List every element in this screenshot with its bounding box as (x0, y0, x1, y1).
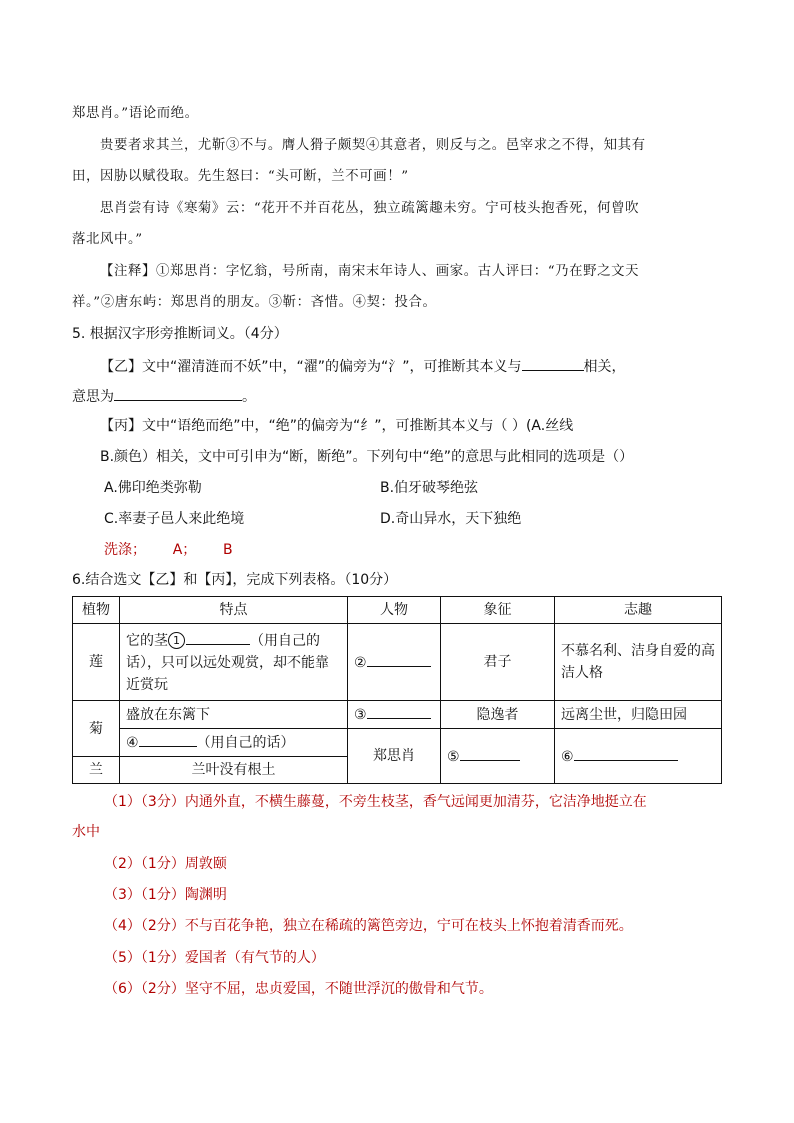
cell-text: ⑤ (447, 748, 460, 765)
table-header: 特点 (120, 597, 348, 624)
interest-cell: 不慕名利、洁身自爱的高洁人格 (555, 624, 722, 701)
answer-line: 水中 (72, 824, 100, 840)
cell-text: ③ (354, 707, 367, 723)
trait-cell (120, 729, 348, 757)
cell-text: ⑥ (561, 748, 574, 765)
q5-text: 【乙】文中“濯清涟而不妖”中，“濯”的偏旁为“氵”，可推断其本义与 (100, 359, 522, 375)
q5-text: 。 (242, 389, 256, 405)
q5-title: 5. 根据汉字形旁推断词义。（4分） (72, 326, 288, 342)
q5-line: 【丙】文中“语绝而绝”中，“绝”的偏旁为“纟”，可推断其本义与（ ）(A.丝线 (100, 418, 574, 434)
q5-line: B.颜色）相关，文中可引申为“断，断绝”。下列句中“绝”的意思与此相同的选项是（） (100, 449, 634, 465)
q5-text: 相关， (583, 359, 626, 375)
passage-line: 落北风中。” (72, 232, 143, 247)
answer-line: （1）（3分）内通外直，不横生藤蔓，不旁生枝茎，香气远闻更加清芬，它洁净地挺立在 (104, 794, 647, 810)
cell-text: 它的茎 (126, 632, 168, 649)
interest-cell: 远离尘世，归隐田园 (555, 701, 722, 729)
symbol-cell (441, 729, 555, 784)
person-cell: 郑思肖 (348, 729, 441, 784)
answer-blank[interactable] (186, 629, 250, 645)
q6-table (72, 596, 722, 784)
plant-cell: 菊 (73, 701, 120, 757)
circled-number: 1 (168, 632, 185, 649)
annotation-line: 【注释】①郑思肖：字忆翁，号所南，南宋末年诗人、画家。古人评曰：“乃在野之文天 (100, 264, 640, 279)
q5-option-c: C.率妻子邑人来此绝境 (104, 511, 245, 527)
annotation-line: 祥。”②唐东屿：郑思肖的朋友。③靳：吝惜。④契：投合。 (72, 295, 437, 310)
symbol-cell: 君子 (441, 624, 555, 701)
table-row (73, 624, 722, 701)
q5-text: 意思为 (72, 389, 114, 405)
answer-line: （6）（2分）坚守不屈，忠贞爱国，不随世浮沉的傲骨和气节。 (104, 981, 493, 997)
person-cell (348, 701, 441, 729)
interest-cell (555, 729, 722, 784)
table-header: 志趣 (555, 597, 722, 624)
answer-line: （2）（1分）周敦颐 (104, 856, 227, 872)
cell-text: ④ (126, 735, 139, 751)
cell-text: （用自己的话），只可以远处观赏，却不能靠近赏玩 (126, 632, 329, 693)
trait-cell (120, 624, 348, 701)
table-header: 象征 (441, 597, 555, 624)
trait-cell: 兰叶没有根土 (120, 757, 348, 784)
plant-cell: 兰 (73, 757, 120, 784)
passage-line: 思肖尝有诗《寒菊》云：“花开不并百花丛，独立疏篱趣未穷。宁可枝头抱香死，何曾吹 (100, 201, 640, 216)
answer-blank[interactable] (460, 745, 520, 761)
person-cell (348, 624, 441, 701)
cell-text: ② (354, 654, 367, 671)
table-header: 人物 (348, 597, 441, 624)
passage-line: 贵要者求其兰，尤靳③不与。膺人猾子颇契④其意者，则反与之。邑宰求之不得，知其有 (100, 138, 646, 153)
answer-blank[interactable] (114, 385, 242, 401)
table-header: 植物 (73, 597, 120, 624)
answer-blank[interactable] (522, 355, 584, 371)
answer-blank[interactable] (367, 703, 431, 719)
answer-blank[interactable] (367, 651, 431, 667)
answer-line: （3）（1分）陶渊明 (104, 887, 227, 903)
cell-text: （用自己的话） (196, 735, 295, 751)
answer-blank[interactable] (574, 745, 678, 761)
plant-cell: 莲 (73, 624, 120, 701)
q5-line (72, 385, 256, 407)
q5-option-b: B.伯牙破琴绝弦 (380, 480, 479, 496)
answer-blank[interactable] (139, 731, 197, 747)
passage-line: 郑思肖。”语论而绝。 (72, 106, 199, 121)
answer-line: （4）（2分）不与百花争艳，独立在稀疏的篱笆旁边，宁可在枝头上怀抱着清香而死。 (104, 918, 633, 934)
table-row (73, 701, 722, 729)
table-row (73, 729, 722, 757)
passage-line: 田，因胁以赋役取。先生怒曰：“头可断，兰不可画！” (72, 169, 409, 184)
q5-option-d: D.奇山异水，天下独绝 (380, 511, 522, 527)
trait-cell: 盛放在东篱下 (120, 701, 348, 729)
table-header-row (73, 597, 722, 624)
q5-line (100, 355, 626, 377)
q5-answer: 洗涤； A； B (104, 542, 233, 558)
symbol-cell: 隐逸者 (441, 701, 555, 729)
q5-option-a: A.佛印绝类弥勒 (104, 480, 202, 496)
q6-title: 6.结合选文【乙】和【丙】，完成下列表格。（10分） (72, 572, 398, 588)
answer-line: （5）（1分）爱国者（有气节的人） (104, 950, 325, 966)
